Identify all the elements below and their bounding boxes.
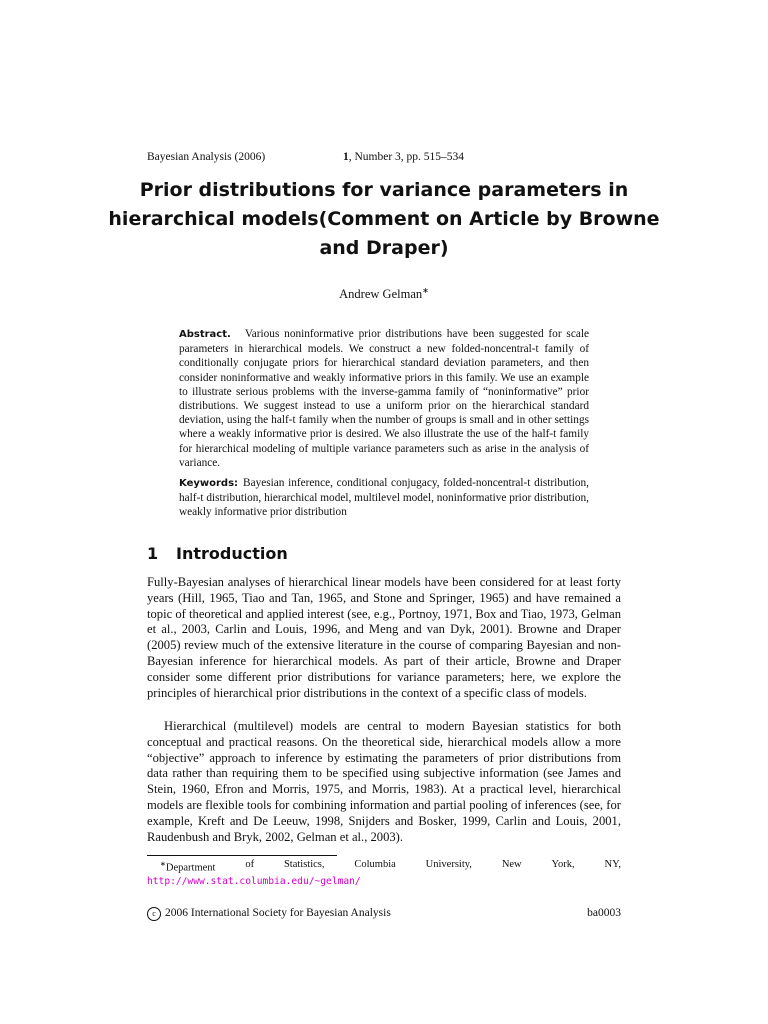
author-name: Andrew Gelman <box>339 287 423 302</box>
copyright-notice <box>147 907 391 921</box>
author-line <box>147 286 621 302</box>
volume-info <box>343 150 464 164</box>
abstract-text: Various noninformative prior distributions have been suggested for scale parameters in hierarchical models. We construct a new folded-noncentral-t family of conditionally conjugate priors for hierarchical standard deviation parameters, and then consider noninformative and weakly informative priors in this family. We use an example to illustrate serious problems with the inverse-gamma family of “noninformative” prior distributions. We suggest instead to use a uniform prior on the hierarchical standard deviation, using the half-t family when the number of groups is small and in other settings where a weakly informative prior is desired. We also illustrate the use of the half-t family for hierarchical modeling of multiple variance parameters such as arise in the analysis of variance. <box>179 328 589 469</box>
footnote-word: York, <box>551 859 575 870</box>
footnote-word: of <box>245 859 255 870</box>
article-id: ba0003 <box>587 907 621 919</box>
footnote-word: ∗Department <box>160 860 216 874</box>
issue-pages: , Number 3, pp. 515–534 <box>348 151 465 163</box>
abstract <box>179 327 589 470</box>
author-homepage-link[interactable]: http://www.stat.columbia.edu/~gelman/ <box>147 875 361 887</box>
journal-name: Bayesian Analysis (2006) <box>147 151 266 163</box>
paper-title: Prior distributions for variance parameters in hierarchical models(Comment on Article by Browne and Draper) <box>108 179 660 259</box>
section-title: Introduction <box>176 544 288 563</box>
copyright-text: 2006 International Society for Bayesian Analysis <box>165 907 391 919</box>
body-paragraph-2: Hierarchical (multilevel) models are central to modern Bayesian statistics for both conceptual and practical reasons. On the theoretical side, hierarchical models allow a more “objective” approach to inference by estimating the parameters of prior distributions from data rather than requiring them to be specified using subjective information (see James and Stein, 1960, Efron and Morris, 1975, and Morris, 1983). At a practical level, hierarchical models are flexible tools for combining information and partial pooling of inferences (see, for example, Kreft and De Leeuw, 1998, Snijders and Bosker, 1999, Carlin and Louis, 2001, Raudenbush and Bryk, 2002, Gelman et al., 2003). <box>147 719 621 844</box>
footnote-word: Columbia <box>354 859 396 870</box>
footnote-word: New <box>501 859 522 870</box>
body-paragraph-1: Fully-Bayesian analyses of hierarchical linear models have been considered for at least forty years (Hill, 1965, Tiao and Tan, 1965, and Stone and Springer, 1965) and have remained a topic of theoretical and applied interest (see, e.g., Portnoy, 1971, Box and Tiao, 1973, Gelman et al., 2003, Carlin and Louis, 1996, and Meng and van Dyk, 2001). Browne and Draper (2005) review much of the extensive literature in the course of comparing Bayesian and non-Bayesian inference for hierarchical models. As part of their article, Browne and Draper consider some different prior distributions for variance parameters; here, we explore the principles of hierarchical prior distributions in the context of a specific class of models. <box>147 575 621 700</box>
section-number: 1 <box>147 544 159 563</box>
footnote-affiliation <box>147 858 621 875</box>
footnote-mark: ∗ <box>160 860 166 868</box>
copyright-icon: c <box>147 907 161 921</box>
abstract-label: Abstract. <box>179 329 231 340</box>
author-footnote-mark: ∗ <box>422 286 429 295</box>
keywords <box>179 476 589 520</box>
keywords-text: Bayesian inference, conditional conjugacy, folded-noncentral-t distribution, half-t distribution, hierarchical model, multilevel model, noninformative prior distribution, weakly informative prior distribution <box>179 477 589 519</box>
footnote-rule <box>147 855 337 856</box>
section-heading <box>147 544 288 563</box>
footnote-word: NY, <box>604 859 621 870</box>
footnote-word: University, <box>425 859 472 870</box>
footnote <box>147 858 621 888</box>
volume-number: 1 <box>343 151 349 163</box>
footnote-word: Statistics, <box>283 859 325 870</box>
keywords-label: Keywords: <box>179 478 239 489</box>
